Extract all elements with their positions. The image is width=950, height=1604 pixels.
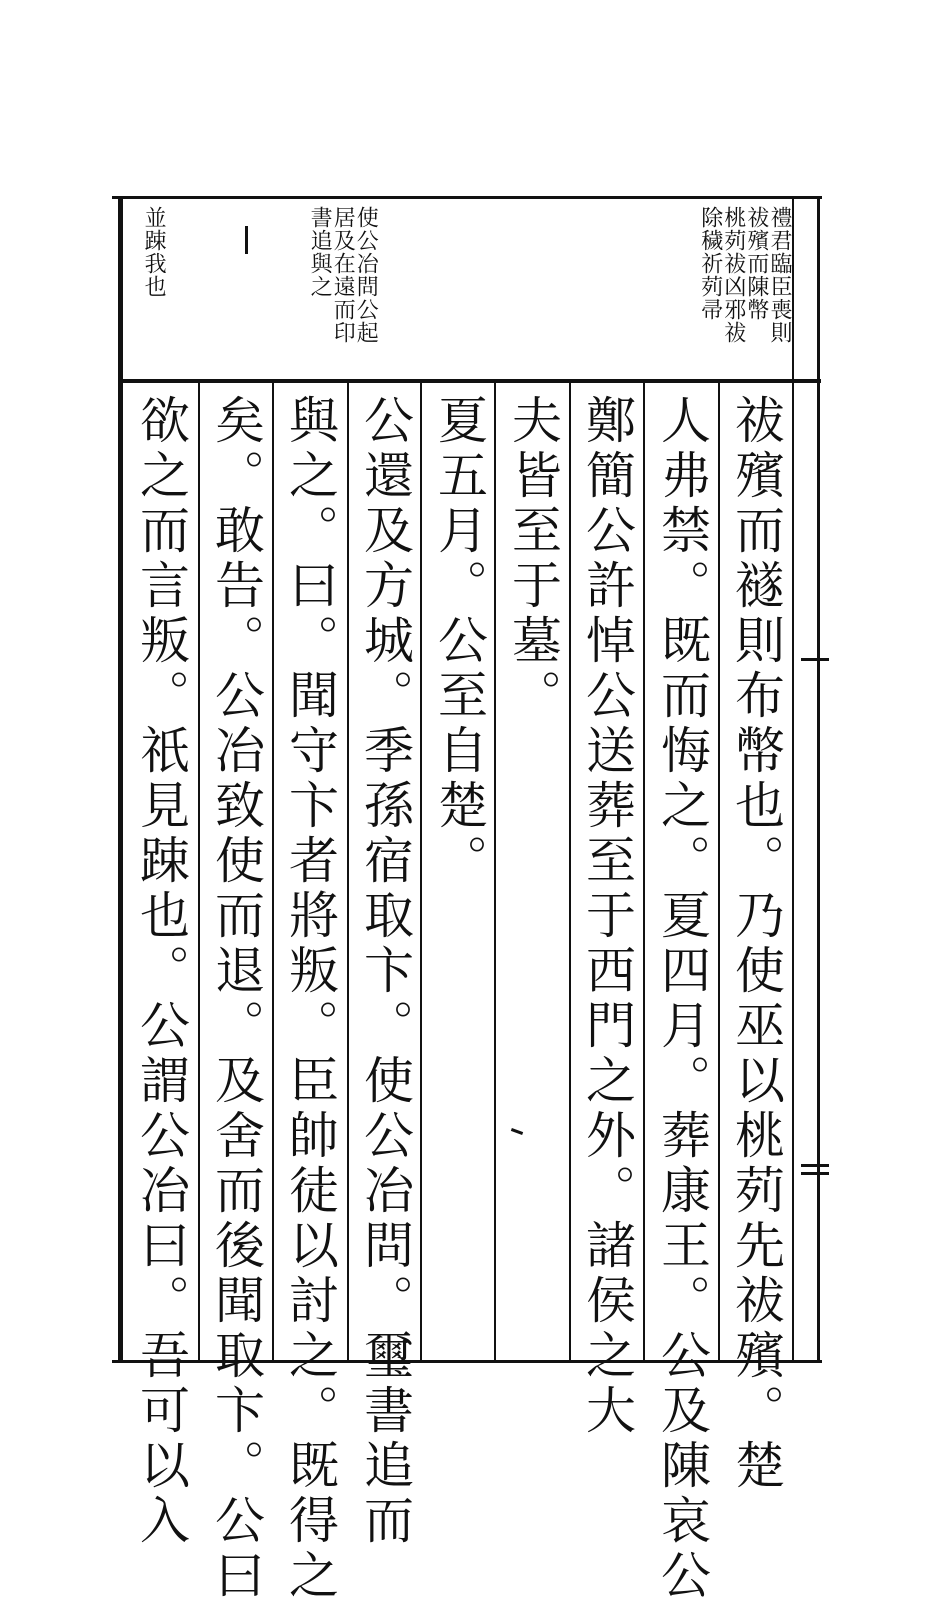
column-rule [643, 383, 645, 1362]
column-rule [718, 383, 720, 1362]
right-border [817, 196, 820, 1362]
column-rule [494, 383, 496, 1362]
text-column-8: 矣。敢告。公冶致使而退。及舍而後聞取卞。公曰 [207, 394, 265, 1604]
header-note-middle: 使公冶問公起 居及在遠而印 書追與之 [307, 206, 379, 344]
fore-edge-mark [801, 658, 829, 661]
column-rule [347, 383, 349, 1362]
header-note-right: 禮君臨臣喪則 祓殯而陳幣 桃茢祓凶邪祓 除穢祈茢帚 [697, 206, 792, 344]
text-column-5: 夏五月。公至自楚。 [430, 394, 488, 889]
text-column-2: 人弗禁。既而悔之。夏四月。葬康王。公及陳哀公 [653, 394, 711, 1604]
ink-mark [511, 1128, 523, 1135]
left-border [118, 196, 123, 1362]
column-rule [420, 383, 422, 1362]
text-column-1: 祓殯而襚則布幣也。乃使巫以桃茢先祓殯。楚 [727, 394, 785, 1494]
text-column-4: 夫皆至于墓。 [504, 394, 562, 724]
header-note-left: 並踈我也 [141, 206, 167, 298]
fore-edge-mark [801, 1164, 829, 1167]
top-border [112, 196, 822, 199]
column-rule [272, 383, 274, 1362]
text-column-3: 鄭簡公許悼公送葬至于西門之外。諸侯之大 [578, 394, 636, 1439]
header-divider [118, 379, 821, 383]
text-column-7: 與之。曰。聞守卞者將叛。臣帥徒以討之。既得之 [281, 394, 339, 1604]
column-rule [569, 383, 571, 1362]
text-column-9: 欲之而言叛。祇見踈也。公謂公冶曰。吾可以入 [132, 394, 190, 1549]
column-rule [792, 196, 794, 1362]
fore-edge-mark [801, 1172, 829, 1175]
column-rule [198, 383, 200, 1362]
header-tick-mark [245, 226, 248, 254]
text-column-6: 公還及方城。季孫宿取卞。使公冶問。璽書追而 [356, 394, 414, 1549]
page-frame [118, 196, 821, 1604]
